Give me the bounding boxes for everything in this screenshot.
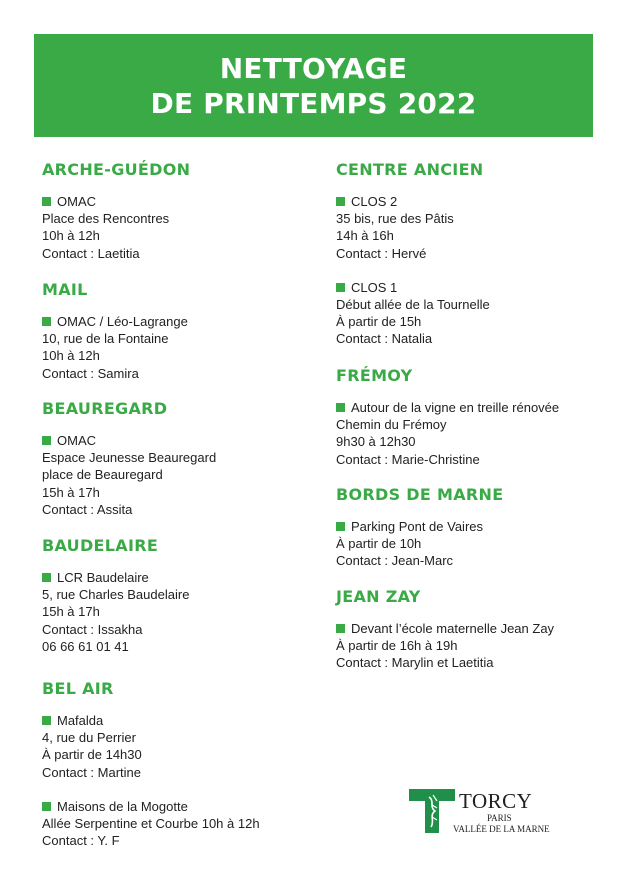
square-bullet-icon (336, 624, 345, 633)
location-detail: À partir de 16h à 19h (336, 638, 458, 654)
title-banner (34, 34, 593, 137)
location-name: Parking Pont de Vaires (351, 519, 483, 534)
location-detail: Allée Serpentine et Courbe 10h à 12h (42, 816, 260, 832)
location-detail: Début allée de la Tournelle (336, 297, 490, 313)
location-detail: Contact : Marie-Christine (336, 451, 480, 467)
location-detail: 15h à 17h (42, 484, 100, 500)
location-detail-row (42, 245, 190, 262)
section (336, 485, 503, 570)
section-title: CENTRE ANCIEN (336, 160, 484, 179)
square-bullet-icon (336, 197, 345, 206)
location-name-row (42, 313, 188, 330)
location-detail: 5, rue Charles Baudelaire (42, 587, 190, 603)
square-bullet-icon (42, 802, 51, 811)
section-title: MAIL (42, 280, 88, 299)
location-detail: Chemin du Frémoy (336, 417, 447, 433)
location-detail-row (42, 365, 188, 382)
location-detail-row (42, 484, 216, 501)
location-name: OMAC (57, 194, 96, 209)
location-detail-row (336, 227, 490, 244)
location-detail: 9h30 à 12h30 (336, 434, 416, 450)
logo-subtitle-paris: PARIS (487, 813, 512, 823)
location-name-row (42, 569, 189, 586)
location-name-row (42, 432, 216, 449)
location-detail-row (42, 347, 188, 364)
location-detail-row (336, 330, 490, 347)
title-line-2: DE PRINTEMPS 2022 (150, 86, 477, 120)
location-detail-row (42, 638, 189, 655)
location-detail-row (42, 621, 189, 638)
location-entry (336, 279, 490, 348)
section (42, 160, 190, 262)
location-detail-row (42, 586, 189, 603)
location-entry (42, 798, 260, 850)
location-detail-row (336, 313, 490, 330)
location-detail-row (336, 210, 490, 227)
location-detail-row (336, 245, 490, 262)
location-detail-row (42, 449, 216, 466)
location-name: Mafalda (57, 713, 104, 728)
location-entry (336, 518, 503, 570)
location-detail: Contact : Laetitia (42, 245, 140, 261)
location-detail: place de Beauregard (42, 467, 163, 483)
location-detail-row (336, 637, 554, 654)
location-entry (42, 193, 190, 262)
location-detail: À partir de 14h30 (42, 747, 142, 763)
location-detail: Contact : Marylin et Laetitia (336, 655, 494, 671)
location-detail: 10, rue de la Fontaine (42, 331, 169, 347)
square-bullet-icon (336, 283, 345, 292)
location-entry (42, 712, 260, 781)
location-name: Maisons de la Mogotte (57, 798, 188, 814)
location-detail-row (42, 501, 216, 518)
location-detail-row (336, 535, 503, 552)
location-detail: 06 66 61 01 41 (42, 638, 129, 654)
location-detail-row (42, 815, 260, 832)
location-detail: Contact : Natalia (336, 331, 433, 347)
section-title: FRÉMOY (336, 366, 413, 385)
location-name-row (336, 279, 490, 296)
location-detail: À partir de 15h (336, 314, 422, 330)
location-detail-row (336, 296, 490, 313)
square-bullet-icon (42, 716, 51, 725)
location-detail-row (42, 764, 260, 781)
location-detail-row (42, 603, 189, 620)
location-name: OMAC (57, 433, 96, 448)
location-detail-row (42, 227, 190, 244)
section-title: BORDS DE MARNE (336, 485, 504, 504)
section-title: JEAN ZAY (336, 587, 421, 606)
square-bullet-icon (336, 403, 345, 412)
location-name: CLOS 1 (351, 279, 398, 295)
location-name-row (336, 518, 503, 535)
location-detail-row (42, 210, 190, 227)
location-detail: Contact : Martine (42, 764, 141, 780)
location-name-row (42, 712, 260, 729)
location-entry (42, 432, 216, 518)
section (42, 399, 216, 518)
location-detail-row (42, 330, 188, 347)
section-title: BEL AIR (42, 679, 114, 698)
section (336, 366, 559, 468)
location-detail: Contact : Jean-Marc (336, 553, 454, 569)
square-bullet-icon (336, 522, 345, 531)
location-detail: 4, rue du Perrier (42, 730, 136, 746)
location-detail-row (336, 654, 554, 671)
section-title: BAUDELAIRE (42, 536, 159, 555)
location-entry (336, 399, 559, 468)
location-detail: 10h à 12h (42, 228, 100, 244)
location-name-row (336, 399, 559, 416)
square-bullet-icon (42, 436, 51, 445)
location-detail-row (336, 433, 559, 450)
torcy-logo (409, 787, 549, 837)
logo-name: TORCY (459, 789, 533, 813)
location-detail: Contact : Samira (42, 365, 139, 381)
location-entry (42, 313, 188, 382)
section-title: BEAUREGARD (42, 399, 168, 418)
location-detail-row (336, 451, 559, 468)
location-detail: Contact : Assita (42, 501, 133, 517)
location-detail: 10h à 12h (42, 348, 100, 364)
square-bullet-icon (42, 197, 51, 206)
location-name: LCR Baudelaire (57, 570, 149, 585)
location-name-row (336, 620, 554, 637)
location-detail-row (336, 552, 503, 569)
section (42, 280, 188, 382)
location-entry (336, 193, 490, 262)
location-name: Devant l’école maternelle Jean Zay (351, 621, 555, 636)
location-name: CLOS 2 (351, 194, 398, 209)
location-entry (336, 620, 554, 672)
location-detail: 35 bis, rue des Pâtis (336, 211, 454, 227)
section (42, 536, 189, 655)
square-bullet-icon (42, 317, 51, 326)
location-name: Autour de la vigne en treille rénovée (351, 400, 560, 415)
location-detail-row (42, 729, 260, 746)
location-detail: 14h à 16h (336, 228, 394, 244)
location-detail: Contact : Y. F (42, 833, 120, 849)
location-detail-row (42, 746, 260, 763)
torcy-logo-icon (409, 787, 455, 835)
location-name: OMAC / Léo-Lagrange (57, 314, 188, 329)
location-name-row (42, 193, 190, 210)
section (336, 160, 490, 348)
section (42, 679, 260, 849)
location-entry (42, 569, 189, 655)
location-name-row (42, 798, 260, 815)
location-detail: À partir de 10h (336, 536, 422, 552)
section-title: ARCHE-GUÉDON (42, 160, 191, 179)
location-detail-row (42, 832, 260, 849)
location-detail: Espace Jeunesse Beauregard (42, 450, 217, 466)
square-bullet-icon (42, 573, 51, 582)
location-detail-row (336, 416, 559, 433)
location-detail: 15h à 17h (42, 604, 100, 620)
location-detail-row (42, 466, 216, 483)
location-detail: Contact : Hervé (336, 245, 427, 261)
logo-subtitle-vallee: VALLÉE DE LA MARNE (453, 824, 550, 834)
section (336, 587, 554, 672)
location-detail: Contact : Issakha (42, 621, 143, 637)
location-name-row (336, 193, 490, 210)
location-detail: Place des Rencontres (42, 211, 170, 227)
title-line-1: NETTOYAGE (219, 51, 408, 85)
